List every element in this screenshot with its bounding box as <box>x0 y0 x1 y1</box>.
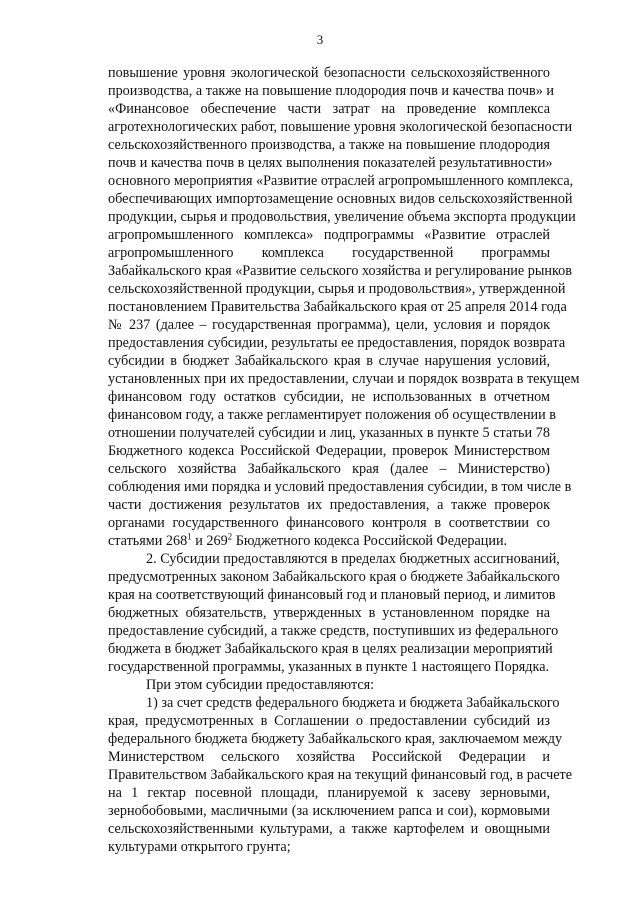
text-line: культурами открытого грунта; <box>108 839 291 855</box>
text-line: федерального бюджета бюджету Забайкальского края, заключаемом между <box>108 731 563 747</box>
text-line: почв и качества почв в целях выполнения показателей результативности» <box>108 155 553 171</box>
text-line: части достижения результатов их предоставления, а также проверок <box>108 497 550 513</box>
text-line: зернобобовыми, масличными (за исключением рапса и сои), кормовыми <box>108 803 550 819</box>
text-line: Правительством Забайкальского края на текущий финансовый год, в расчете <box>108 767 573 783</box>
text-line: соблюдения ими порядка и условий предоставления субсидии, в том числе в <box>108 479 572 495</box>
text-line: № 237 (далее – государственная программа), цели, условия и порядок <box>108 317 550 333</box>
page-number: 3 <box>316 32 324 47</box>
text-line: края, предусмотренных в Соглашении о предоставлении субсидий из <box>108 713 550 729</box>
text-line: сельскохозяйственными культурами, а также картофелем и овощными <box>108 821 550 837</box>
text-line: основного мероприятия «Развитие отраслей агропромышленного комплекса, <box>108 173 574 189</box>
text-fragment: Бюджетного кодекса Российской Федерации. <box>232 533 508 549</box>
text-line: повышение уровня экологической безопасности сельскохозяйственного <box>108 65 550 81</box>
text-line: отношении получателей субсидии и лиц, указанных в пункте 5 статьи 78 <box>108 425 550 441</box>
text-line: органами государственного финансового контроля в соответствии со <box>108 515 550 531</box>
paragraph-4 <box>108 694 573 856</box>
superscript: 1 <box>187 531 192 542</box>
text-line: финансовом году, а также регламентирует положения об осуществлении в <box>108 407 556 423</box>
text-line: предоставление субсидий, а также средств, поступивших из федерального <box>108 623 559 639</box>
text-line: При этом субсидии предоставляются: <box>146 677 375 693</box>
text-line: сельскохозяйственной продукции, сырья и продовольствия», утвержденной <box>108 281 566 297</box>
text-line: агропромышленного комплекса государственной программы <box>108 245 550 261</box>
text-line: 2. Субсидии предоставляются в пределах бюджетных ассигнований, <box>146 551 560 567</box>
text-line: Министерством сельского хозяйства Российской Федерации и <box>108 749 550 765</box>
text-line: «Финансовое обеспечение части затрат на проведение комплекса <box>108 101 550 117</box>
text-line-last <box>108 532 550 550</box>
text-line: обеспечивающих импортозамещение основных видов сельскохозяйственной <box>108 191 573 207</box>
paragraph-2 <box>108 550 560 676</box>
text-line: установленных при их предоставлении, случаи и порядок возврата в текущем <box>108 371 580 387</box>
text-line: 1) за счет средств федерального бюджета и бюджета Забайкальского <box>146 695 560 711</box>
text-fragment: статьями 268 <box>108 533 188 549</box>
text-line: сельского хозяйства Забайкальского края (далее – Министерство) <box>108 461 550 477</box>
text-line: производства, а также на повышение плодородия почв и качества почв» и <box>108 83 554 99</box>
text-line: предоставления субсидии, результаты ее предоставления, порядок возврата <box>108 335 566 351</box>
paragraph-1 <box>108 64 580 550</box>
text-line: на 1 гектар посевной площади, планируемой к засеву зерновыми, <box>108 785 550 801</box>
text-line: финансовом году остатков субсидии, не использованных в отчетном <box>108 389 550 405</box>
text-line: бюджетных обязательств, утвержденных в установленном порядке на <box>108 605 550 621</box>
text-line: края на соответствующий финансовый год и плановый период, и лимитов <box>108 587 556 603</box>
text-line: Бюджетного кодекса Российской Федерации, проверок Министерством <box>108 443 550 459</box>
paragraph-3 <box>108 676 550 694</box>
text-line: сельскохозяйственного производства, а также на повышение плодородия <box>108 137 550 153</box>
text-line: агротехнологических работ, повышение уровня экологической безопасности <box>108 119 573 135</box>
text-line: продукции, сырья и продовольствия, увеличение объема экспорта продукции <box>108 209 576 225</box>
text-line: предусмотренных законом Забайкальского края о бюджете Забайкальского <box>108 569 560 585</box>
text-line: государственной программы, указанных в пункте 1 настоящего Порядка. <box>108 659 550 675</box>
text-line: субсидии в бюджет Забайкальского края в случае нарушения условий, <box>108 353 550 369</box>
text-line: агропромышленного комплекса» подпрограммы «Развитие отраслей <box>108 227 550 243</box>
text-fragment: и 269 <box>191 533 228 549</box>
text-line: постановлением Правительства Забайкальского края от 25 апреля 2014 года <box>108 299 567 315</box>
document-body <box>108 64 580 856</box>
text-line: бюджета в бюджет Забайкальского края в целях реализации мероприятий <box>108 641 553 657</box>
text-line: Забайкальского края «Развитие сельского хозяйства и регулирование рынков <box>108 263 572 279</box>
superscript: 2 <box>227 531 233 542</box>
